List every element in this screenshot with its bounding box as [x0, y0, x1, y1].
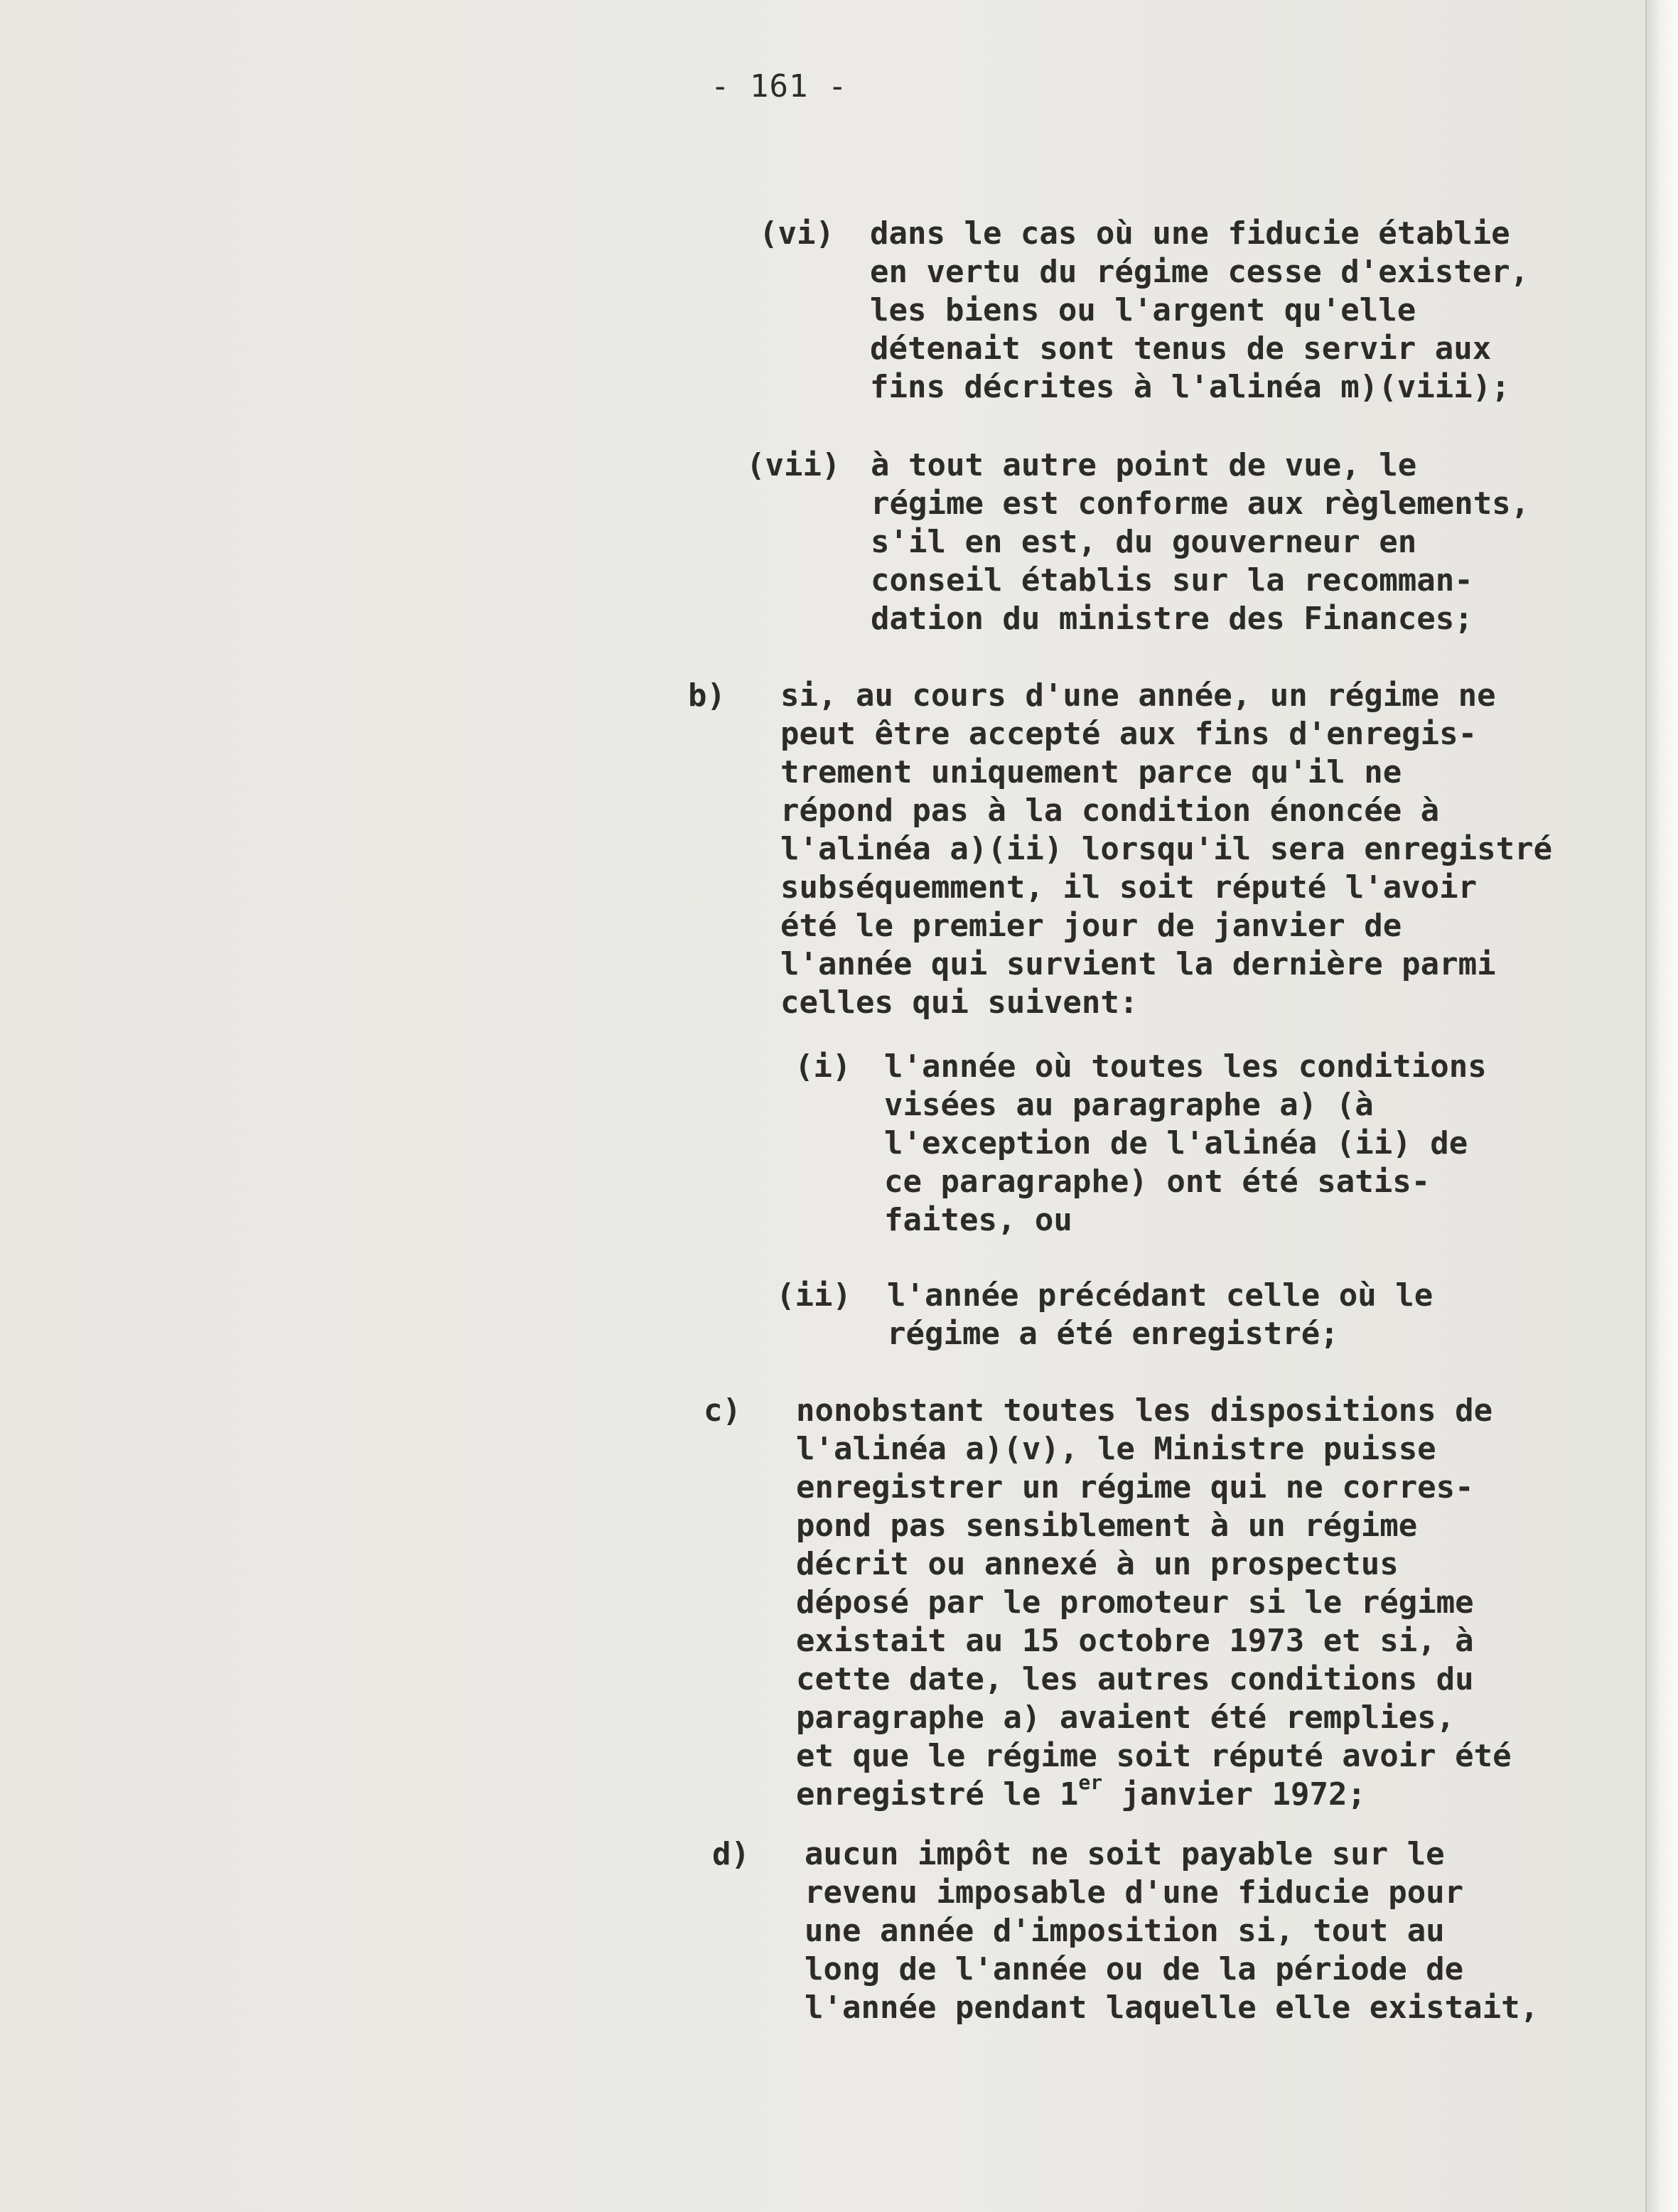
paragraph-marker: b) [688, 677, 726, 714]
text-line: visées au paragraphe a) (à [884, 1087, 1374, 1123]
clause-marker: (ii) [776, 1277, 851, 1314]
text-line: long de l'année ou de la période de [805, 1951, 1464, 1987]
paragraph-text [796, 1392, 1512, 1814]
text-line: une année d'imposition si, tout au [805, 1913, 1445, 1949]
text-line: ce paragraphe) ont été satis- [884, 1164, 1431, 1200]
text-line: dation du ministre des Finances; [871, 601, 1473, 637]
text-line: les biens ou l'argent qu'elle [870, 292, 1416, 328]
clause-text [871, 446, 1529, 638]
text-line: subséquemment, il soit réputé l'avoir [780, 869, 1478, 906]
text-line: l'alinéa a)(ii) lorsqu'il sera enregistré [780, 831, 1553, 867]
text-line: paragraphe a) avaient été remplies, [796, 1700, 1456, 1736]
text-line: l'année qui survient la dernière parmi [780, 946, 1496, 982]
text-line-with-superscript [796, 1771, 1512, 1814]
clause-text [870, 215, 1529, 407]
text-line: détenait sont tenus de servir aux [870, 331, 1492, 367]
text-line: cette date, les autres conditions du [796, 1661, 1474, 1697]
clause-text [884, 1048, 1487, 1240]
text-line: si, au cours d'une année, un régime ne [780, 677, 1496, 714]
text-line: régime est conforme aux règlements, [871, 485, 1530, 522]
text-line: faites, ou [884, 1202, 1072, 1238]
text-line: l'année pendant laquelle elle existait, [805, 1990, 1539, 2026]
text-line: répond pas à la condition énoncée à [780, 793, 1440, 829]
clause-marker: (vi) [759, 215, 834, 252]
text-line: dans le cas où une fiducie établie [870, 215, 1510, 252]
clause-text [887, 1277, 1433, 1353]
text-line: enregistrer un régime qui ne corres- [796, 1469, 1474, 1505]
text-line: revenu imposable d'une fiducie pour [805, 1874, 1464, 1911]
paragraph-marker: d) [712, 1836, 750, 1872]
text-line: existait au 15 octobre 1973 et si, à [796, 1623, 1474, 1659]
text-line: et que le régime soit réputé avoir été [796, 1738, 1512, 1774]
text-fragment: enregistré le 1 [796, 1776, 1079, 1813]
text-line: l'exception de l'alinéa (ii) de [884, 1125, 1468, 1161]
text-line: pond pas sensiblement à un régime [796, 1508, 1418, 1544]
text-line: décrit ou annexé à un prospectus [796, 1546, 1399, 1582]
paragraph-marker: c) [704, 1392, 741, 1429]
clause-marker: (vii) [746, 447, 841, 483]
text-line: l'alinéa a)(v), le Ministre puisse [796, 1431, 1436, 1467]
text-line: déposé par le promoteur si le régime [796, 1584, 1474, 1621]
text-line: trement uniquement parce qu'il ne [780, 754, 1402, 790]
text-fragment: janvier 1972; [1102, 1776, 1366, 1813]
text-line: l'année précédant celle où le [887, 1277, 1434, 1314]
text-line: aucun impôt ne soit payable sur le [805, 1836, 1445, 1872]
text-line: fins décrites à l'alinéa m)(viii); [870, 369, 1510, 405]
text-line: conseil établis sur la recomman- [871, 562, 1473, 598]
page-number: - 161 - [711, 68, 848, 104]
page-edge [1645, 0, 1678, 2212]
text-line: s'il en est, du gouverneur en [871, 524, 1417, 560]
text-line: à tout autre point de vue, le [871, 447, 1417, 483]
text-line: été le premier jour de janvier de [780, 908, 1402, 944]
paragraph-text [780, 677, 1552, 1022]
text-line: peut être accepté aux fins d'enregis- [780, 716, 1478, 752]
text-line: l'année où toutes les conditions [884, 1048, 1487, 1085]
paragraph-text [805, 1835, 1539, 2027]
superscript: er [1078, 1771, 1103, 1795]
text-line: régime a été enregistré; [887, 1316, 1339, 1352]
clause-marker: (i) [795, 1048, 851, 1085]
text-line: nonobstant toutes les dispositions de [796, 1392, 1493, 1429]
text-line: en vertu du régime cesse d'exister, [870, 254, 1529, 290]
text-line: celles qui suivent: [780, 984, 1139, 1021]
